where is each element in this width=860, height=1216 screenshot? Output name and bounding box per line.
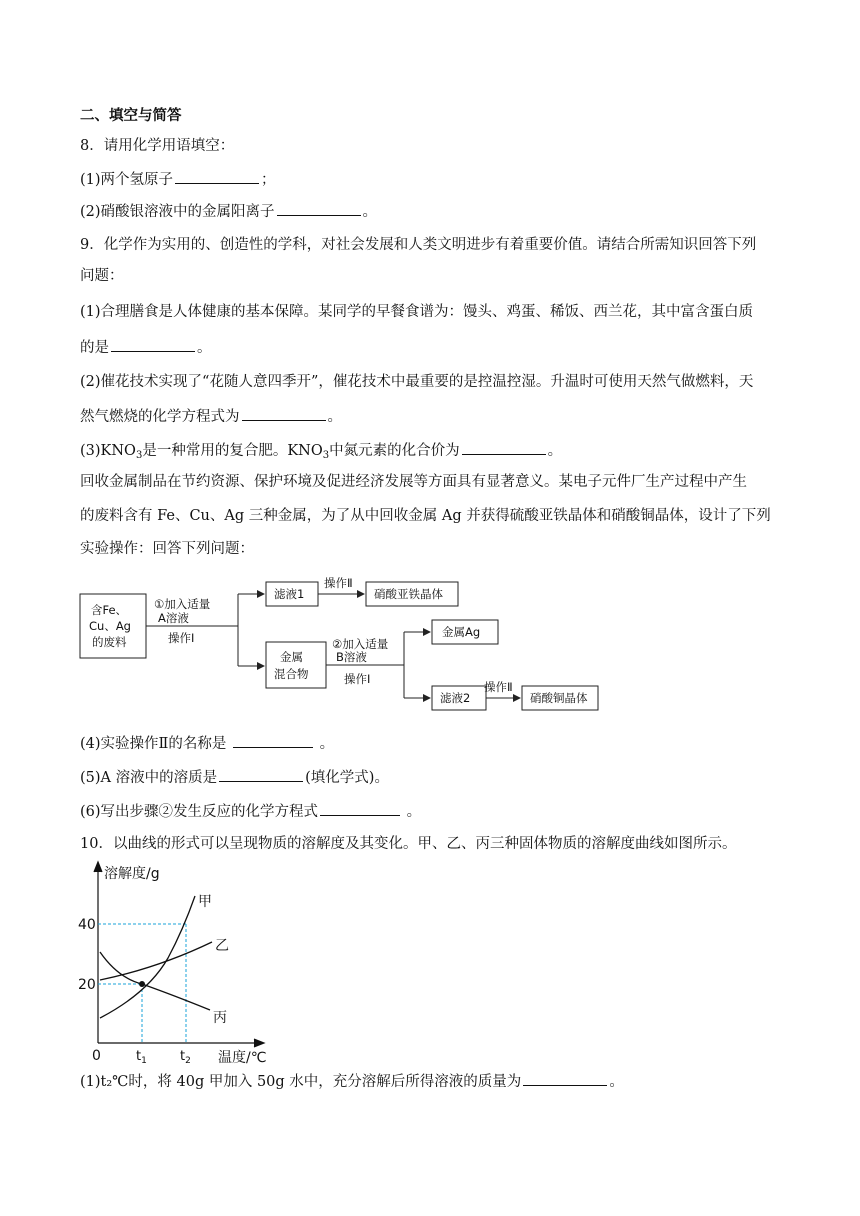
box-filtrate1-label: 滤液1 — [274, 587, 305, 601]
op2-top-label: 操作Ⅱ — [324, 576, 353, 590]
q10-part1 — [80, 1070, 624, 1092]
section-title: 二、填空与简答 — [80, 108, 182, 124]
q9-part3-kno3: (3)KNO — [80, 443, 136, 459]
box-filtrate2-label: 滤液2 — [440, 691, 471, 705]
xtick-t2: $t_2$ — [180, 1049, 191, 1064]
answer-blank — [277, 200, 361, 216]
q8-part1-end: ； — [261, 172, 276, 188]
answer-blank — [462, 439, 546, 455]
q9-part5 — [80, 766, 389, 788]
q8-part2-text: (2)硝酸银溶液中的金属阳离子 — [80, 204, 275, 220]
q9-part2-text: 然气燃烧的化学方程式为 — [80, 409, 240, 425]
x-axis-arrow — [254, 1039, 264, 1047]
process-flow-diagram — [78, 572, 618, 722]
box-feso4-label: 硝酸亚铁晶体 — [374, 587, 443, 601]
box-waste-line3: 的废料 — [92, 635, 127, 649]
q9-part4 — [80, 732, 334, 754]
q9-part6-end: 。 — [406, 804, 422, 820]
q8-part2 — [80, 200, 377, 222]
q9-part1-end: 。 — [197, 340, 212, 356]
q9-part4-text: (4)实验操作Ⅱ的名称是 — [80, 736, 227, 752]
intersection-point — [139, 981, 145, 987]
ytick-40: 40 — [78, 917, 96, 933]
y-axis-arrow — [94, 862, 102, 872]
answer-blank — [320, 800, 400, 816]
q8-stem: 8．请用化学用语填空： — [80, 138, 235, 154]
q9-part5-end: (填化学式)。 — [305, 770, 389, 786]
q8-part1-text: (1)两个氢原子 — [80, 172, 174, 188]
xtick-t1: $t_1$ — [136, 1049, 147, 1064]
origin-label: 0 — [92, 1048, 101, 1064]
y-axis-label: 溶解度/g — [104, 866, 160, 882]
answer-blank — [233, 732, 313, 748]
series-label-yi: 乙 — [215, 938, 229, 954]
q9-part3-mid: 是一种常用的复合肥。KNO — [142, 443, 323, 459]
box-waste-line2: Cu、Ag — [89, 619, 131, 633]
box-waste-line1: 含Fe、 — [91, 603, 128, 617]
q9-part1-line2 — [80, 336, 212, 358]
q10-part1-end: 。 — [609, 1074, 624, 1090]
answer-blank — [219, 766, 303, 782]
q9-intro-line3: 实验操作：回答下列问题： — [80, 541, 254, 557]
q9-part5-text: (5)A 溶液中的溶质是 — [80, 770, 218, 786]
q9-part3-end: 。 — [547, 443, 563, 459]
q9-part3-rest: 中氮元素的化合价为 — [329, 443, 460, 459]
box-ag-label: 金属Ag — [442, 625, 481, 639]
curve-jia — [100, 896, 195, 1018]
curve-bing — [100, 952, 210, 1010]
answer-blank — [175, 168, 259, 184]
step1-operation: 操作Ⅰ — [168, 631, 195, 645]
step2-label-b: B溶液 — [336, 650, 367, 664]
q9-part2-line1: (2)催花技术实现了“花随人意四季开”，催花技术中最重要的是控温控湿。升温时可使用天然气做燃料，天 — [80, 374, 754, 390]
series-label-jia: 甲 — [198, 894, 212, 910]
q8-part2-end: 。 — [362, 204, 378, 220]
box-cuno3-label: 硝酸铜晶体 — [530, 691, 588, 705]
q9-part1-line1: (1)合理膳食是人体健康的基本保障。某同学的早餐食谱为：馒头、鸡蛋、稀饭、西兰花，其中富含蛋白质 — [80, 304, 754, 320]
step2-operation: 操作Ⅰ — [344, 672, 371, 686]
q9-intro-line1: 回收金属制品在节约资源、保护环境及促进经济发展等方面具有显著意义。某电子元件厂生产过程中产生 — [80, 474, 747, 490]
x-axis-label: 温度/℃ — [218, 1050, 267, 1064]
step1-label-a: ①加入适量 — [154, 597, 211, 611]
series-label-bing: 丙 — [213, 1010, 227, 1026]
answer-blank — [523, 1070, 607, 1086]
ytick-20: 20 — [78, 977, 96, 993]
step1-label-b: A溶液 — [158, 611, 189, 625]
q9-part4-end: 。 — [319, 736, 335, 752]
subscript: 3 — [322, 450, 330, 461]
box-metal-mix — [266, 642, 326, 688]
box-mix-line1: 金属 — [280, 650, 303, 664]
q9-part3 — [80, 439, 562, 461]
q10-stem: 10．以曲线的形式可以呈现物质的溶解度及其变化。甲、乙、丙三种固体物质的溶解度曲线如图所示。 — [80, 836, 737, 852]
q8-part1 — [80, 168, 276, 190]
q9-part1-text: 的是 — [80, 340, 109, 356]
q9-part2-end: 。 — [327, 409, 342, 425]
q9-part6-text: (6)写出步骤②发生反应的化学方程式 — [80, 804, 319, 820]
q9-stem-line1: 9．化学作为实用的、创造性的学科，对社会发展和人类文明进步有着重要价值。请结合所需知识回答下列 — [80, 237, 757, 253]
subscript: 3 — [135, 450, 143, 461]
solubility-chart — [78, 858, 288, 1064]
q9-stem-line2: 问题： — [80, 268, 124, 284]
op2-bottom-label: 操作Ⅱ — [484, 680, 513, 694]
q9-intro-line2: 的废料含有 Fe、Cu、Ag 三种金属，为了从中回收金属 Ag 并获得硫酸亚铁晶体和硝酸铜晶体，设计了下列 — [80, 508, 771, 524]
answer-blank — [111, 336, 195, 352]
step2-label-a: ②加入适量 — [332, 637, 389, 651]
q10-part1-text: (1)t₂℃时，将 40g 甲加入 50g 水中，充分溶解后所得溶液的质量为 — [80, 1074, 522, 1090]
q9-part6 — [80, 800, 421, 822]
q9-part2-line2 — [80, 405, 342, 427]
answer-blank — [242, 405, 326, 421]
box-mix-line2: 混合物 — [274, 667, 309, 681]
